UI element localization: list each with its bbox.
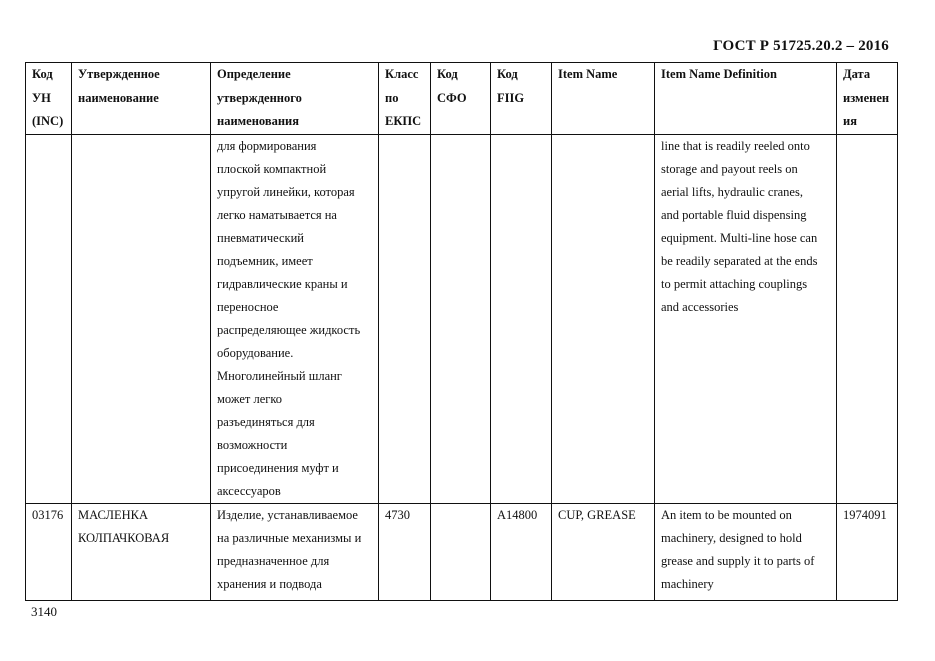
page-number: 3140 <box>31 604 57 619</box>
column-header-change-date: Дата изменен ия <box>837 63 898 135</box>
inc-cell: 03176 <box>26 503 72 600</box>
inc-cell <box>26 134 72 503</box>
approved-name-cell <box>72 134 211 503</box>
change-date-cell: 1974091 <box>837 503 898 600</box>
ekps-class-cell: 4730 <box>379 503 431 600</box>
change-date-cell <box>837 134 898 503</box>
definition-cell: для формирования плоской компактной упругой линейки, которая легко наматывается на пневматический подъемник, имеет гидравлические краны и переносное распределяющее жидкость оборудование. Многолинейный шланг может легко разъединяться для возможности присоединения муфт и аксессуаров <box>211 134 379 503</box>
document-standard-title: ГОСТ Р 51725.20.2 – 2016 <box>713 38 889 54</box>
column-header-inc: Код УН (INC) <box>26 63 72 135</box>
column-header-fiig-code: Код FIIG <box>491 63 552 135</box>
ekps-class-cell <box>379 134 431 503</box>
definition-cell: Изделие, устанавливаемое на различные механизмы и предназначенное для хранения и подвода <box>211 503 379 600</box>
column-header-approved-name: Утвержденное наименование <box>72 63 211 135</box>
classification-table <box>25 62 898 601</box>
column-header-sfo-code: Код СФО <box>431 63 491 135</box>
table-header-row <box>26 63 898 135</box>
approved-name-cell: МАСЛЕНКА КОЛПАЧКОВАЯ <box>72 503 211 600</box>
column-header-item-name-definition: Item Name Definition <box>655 63 837 135</box>
item-name-cell <box>552 134 655 503</box>
item-name-cell: CUP, GREASE <box>552 503 655 600</box>
sfo-code-cell <box>431 134 491 503</box>
item-name-definition-cell: An item to be mounted on machinery, designed to hold grease and supply it to parts of machinery <box>655 503 837 600</box>
table-row <box>26 134 898 503</box>
sfo-code-cell <box>431 503 491 600</box>
column-header-definition: Определение утвержденного наименования <box>211 63 379 135</box>
column-header-item-name: Item Name <box>552 63 655 135</box>
column-header-ekps-class: Класс по ЕКПС <box>379 63 431 135</box>
table-row <box>26 503 898 600</box>
item-name-definition-cell: line that is readily reeled onto storage and payout reels on aerial lifts, hydraulic cranes, and portable fluid dispensing equipment. Multi-line hose can be readily separated at the ends to permit attaching couplings and accessories <box>655 134 837 503</box>
fiig-code-cell: A14800 <box>491 503 552 600</box>
fiig-code-cell <box>491 134 552 503</box>
